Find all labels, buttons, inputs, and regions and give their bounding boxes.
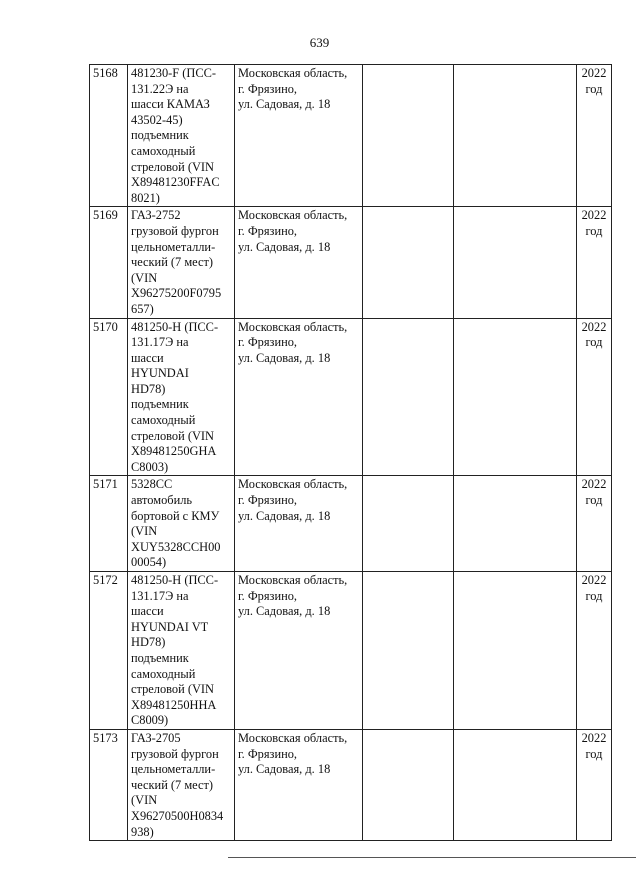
vehicle-name-line: самоходный [131,666,196,681]
vehicle-name-line: грузовой фургон [131,223,219,238]
address-line: г. Фрязино, [238,493,298,508]
address-line: Московская область, [238,208,348,223]
vehicle-name-line: цельнометалли- [131,239,216,254]
table-row [90,207,612,318]
vehicle-name-line: 43502-45) [131,112,183,127]
page-number: 639 [309,35,330,50]
vehicle-name-line: X89481250HHA [131,697,217,712]
year-line: год [585,81,603,96]
vehicle-name-line: самоходный [131,413,196,428]
year-line: 2022 [581,208,607,223]
vehicle-name-line: грузовой фургон [131,746,219,761]
record-number-cell: 5172 [90,572,128,730]
year-line: 2022 [581,730,607,745]
vehicle-name-line: 481230-F (ПСС- [131,66,217,80]
address-line: Московская область, [238,477,348,492]
vehicle-name-line: стреловой (VIN [131,159,214,174]
address-cell [235,729,363,840]
vehicle-name-line: 657) [131,301,154,316]
address-line: г. Фрязино, [238,588,298,603]
vehicle-name-line: шасси КАМАЗ [131,97,210,112]
address-line: ул. Садовая, д. 18 [238,350,331,365]
vehicle-name-line: ческий (7 мест) [131,777,214,792]
vehicle-name-line: подъемник [131,650,189,665]
address-line: ул. Садовая, д. 18 [238,604,331,619]
vehicle-name-line: 5328СС [131,477,173,492]
year-line: 2022 [581,477,607,492]
record-number-cell: 5173 [90,729,128,840]
address-line: Московская область, [238,730,348,745]
vehicle-name-line: 8021) [131,190,160,205]
table-row [90,318,612,476]
address-line: г. Фрязино, [238,223,298,238]
vehicle-name-line: бортовой с КМУ [131,508,220,523]
empty-cell [363,572,454,730]
footer-rule [228,857,636,858]
address-line: ул. Садовая, д. 18 [238,508,331,523]
year-line: 2022 [581,573,607,587]
vehicle-name-line: автомобиль [131,493,193,508]
year-cell [577,207,612,318]
vehicle-name-line: 481250-Н (ПСС- [131,319,219,334]
vehicle-name-line: (VIN [131,524,158,539]
vehicle-name-line: 131.17Э на [131,335,189,350]
address-cell [235,65,363,207]
vehicle-name-line: ГАЗ-2705 [131,730,181,745]
address-line: Московская область, [238,573,348,587]
year-line: год [585,588,603,603]
vehicle-name-line: 481250-Н (ПСС- [131,573,219,587]
vehicle-name-line: X89481230FFAC [131,175,220,190]
empty-cell [454,572,577,730]
vehicle-name-cell [128,207,235,318]
year-line: 2022 [581,319,607,334]
vehicle-name-line: 131.22Э на [131,81,189,96]
year-line: год [585,335,603,350]
vehicle-records-table [89,64,612,841]
table-row [90,476,612,572]
table-body [90,65,612,841]
record-number-cell: 5169 [90,207,128,318]
empty-cell [363,65,454,207]
year-line: 2022 [581,66,607,80]
vehicle-name-line: HYUNDAI VT [131,619,209,634]
year-line: год [585,493,603,508]
empty-cell [454,729,577,840]
vehicle-name-line: цельнометалли- [131,762,216,777]
vehicle-name-line: стреловой (VIN [131,428,214,443]
address-cell [235,476,363,572]
vehicle-name-line: 00054) [131,555,167,570]
address-line: г. Фрязино, [238,335,298,350]
vehicle-name-cell [128,729,235,840]
vehicle-name-cell [128,572,235,730]
vehicle-name-line: XUY5328CCH00 [131,539,221,554]
address-line: Московская область, [238,66,348,80]
address-line: ул. Садовая, д. 18 [238,239,331,254]
vehicle-name-line: HD78) [131,381,166,396]
year-cell [577,476,612,572]
empty-cell [363,729,454,840]
address-line: ул. Садовая, д. 18 [238,762,331,777]
vehicle-name-cell [128,476,235,572]
vehicle-name-line: 938) [131,824,154,839]
vehicle-name-cell [128,65,235,207]
table-row [90,729,612,840]
vehicle-name-line: шасси [131,604,164,619]
vehicle-name-line: X96270500H0834 [131,808,224,823]
year-cell [577,572,612,730]
year-cell [577,729,612,840]
vehicle-name-line: самоходный [131,143,196,158]
vehicle-name-line: C8003) [131,459,169,474]
vehicle-name-line: (VIN [131,793,158,808]
vehicle-name-line: стреловой (VIN [131,682,214,697]
year-line: год [585,223,603,238]
vehicle-name-cell [128,318,235,476]
address-cell [235,207,363,318]
vehicle-name-line: шасси [131,350,164,365]
vehicle-name-line: HYUNDAI [131,366,189,381]
vehicle-name-line: ческий (7 мест) [131,255,214,270]
vehicle-name-line: подъемник [131,397,189,412]
address-cell [235,572,363,730]
vehicle-name-line: HD78) [131,635,166,650]
year-line: год [585,746,603,761]
address-line: г. Фрязино, [238,746,298,761]
empty-cell [454,65,577,207]
record-number-cell: 5168 [90,65,128,207]
vehicle-name-line: ГАЗ-2752 [131,208,181,223]
vehicle-name-line: подъемник [131,128,189,143]
empty-cell [363,207,454,318]
empty-cell [363,476,454,572]
vehicle-name-line: (VIN [131,270,158,285]
year-cell [577,318,612,476]
empty-cell [454,476,577,572]
year-cell [577,65,612,207]
vehicle-name-line: X89481250GHA [131,444,217,459]
record-number-cell: 5170 [90,318,128,476]
record-number-cell: 5171 [90,476,128,572]
empty-cell [454,207,577,318]
vehicle-name-line: C8009) [131,713,169,728]
table-row [90,65,612,207]
empty-cell [363,318,454,476]
address-line: Московская область, [238,319,348,334]
vehicle-name-line: X96275200F0795 [131,286,222,301]
address-line: ул. Садовая, д. 18 [238,97,331,112]
empty-cell [454,318,577,476]
vehicle-name-line: 131.17Э на [131,588,189,603]
address-line: г. Фрязино, [238,81,298,96]
table-row [90,572,612,730]
address-cell [235,318,363,476]
